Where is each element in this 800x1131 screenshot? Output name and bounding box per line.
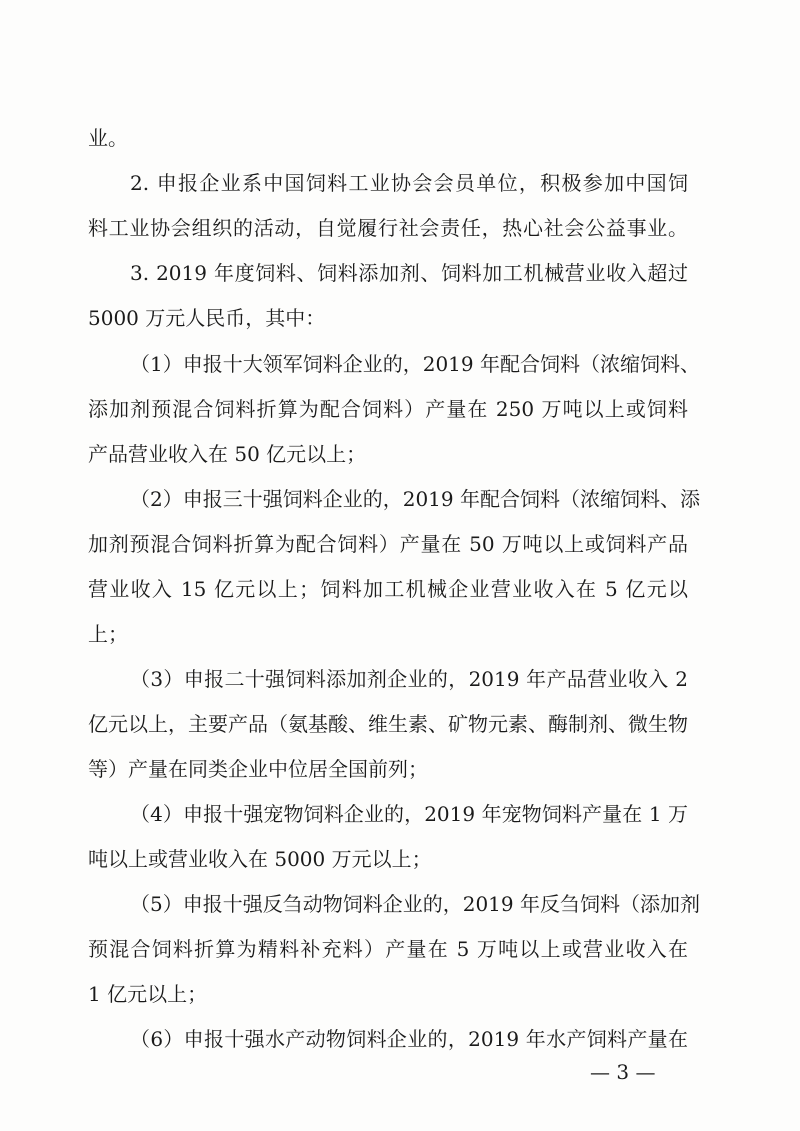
text-line: （6）申报十强水产动物饲料企业的，2019 年水产饲料产量在 — [130, 1027, 688, 1051]
text-line: （5）申报十强反刍动物饲料企业的，2019 年反刍饲料（添加剂 — [130, 892, 700, 916]
text-line: 5000 万元人民币，其中： — [88, 306, 326, 330]
text-line: 2. 申报企业系中国饲料工业协会会员单位，积极参加中国饲 — [130, 171, 688, 195]
text-line: 业。 — [88, 126, 128, 150]
page-number: — 3 — — [590, 1060, 656, 1084]
text-line: 亿元以上，主要产品（氨基酸、维生素、矿物元素、酶制剂、微生物 — [88, 712, 688, 736]
text-line: 等）产量在同类企业中位居全国前列； — [88, 757, 428, 781]
text-line: 产品营业收入在 50 亿元以上； — [88, 442, 367, 466]
text-line: （3）申报二十强饲料添加剂企业的，2019 年产品营业收入 2 — [130, 667, 688, 691]
text-line: 加剂预混合饲料折算为配合饲料）产量在 50 万吨以上或饲料产品 — [88, 532, 688, 556]
text-line: （2）申报三十强饲料企业的，2019 年配合饲料（浓缩饲料、添 — [130, 487, 700, 511]
text-line: 1 亿元以上； — [88, 982, 208, 1006]
text-line: （1）申报十大领军饲料企业的，2019 年配合饲料（浓缩饲料、 — [130, 352, 700, 376]
text-line: （4）申报十强宠物饲料企业的，2019 年宠物饲料产量在 1 万 — [130, 802, 688, 826]
text-line: 3. 2019 年度饲料、饲料添加剂、饲料加工机械营业收入超过 — [130, 261, 688, 285]
text-line: 预混合饲料折算为精料补充料）产量在 5 万吨以上或营业收入在 — [88, 937, 688, 961]
text-line: 添加剂预混合饲料折算为配合饲料）产量在 250 万吨以上或饲料 — [88, 397, 688, 421]
text-line: 营业收入 15 亿元以上；饲料加工机械企业营业收入在 5 亿元以 — [88, 577, 688, 601]
text-line: 上； — [88, 622, 128, 646]
text-line: 吨以上或营业收入在 5000 万元以上； — [88, 847, 432, 871]
text-line: 料工业协会组织的活动，自觉履行社会责任，热心社会公益事业。 — [88, 216, 688, 240]
